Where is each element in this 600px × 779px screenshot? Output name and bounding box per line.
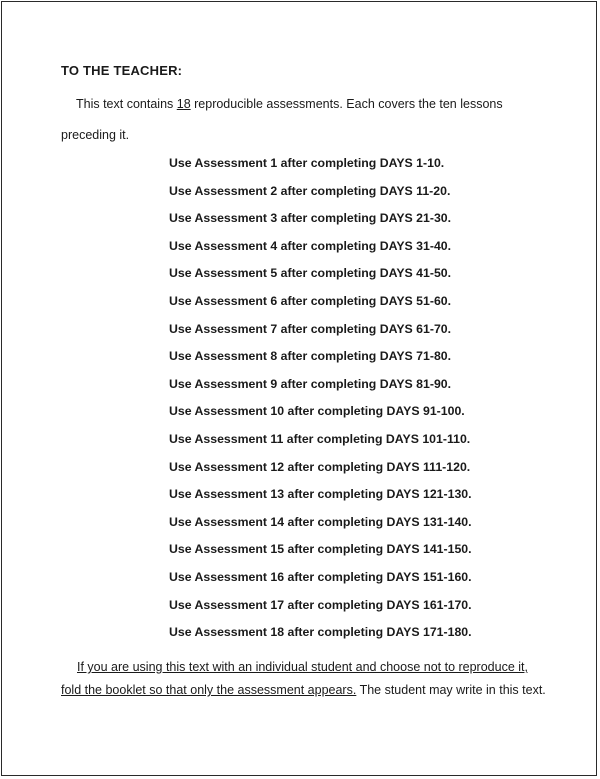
assessment-schedule-list	[169, 156, 472, 653]
assessment-item: Use Assessment 9 after completing DAYS 81-90.	[169, 376, 452, 391]
assessment-count: 18	[176, 97, 191, 111]
assessment-item: Use Assessment 4 after completing DAYS 31-40.	[169, 238, 452, 253]
note-line-2	[61, 683, 546, 697]
assessment-item: Use Assessment 7 after completing DAYS 61-70.	[169, 321, 452, 336]
document-page	[1, 1, 597, 776]
assessment-item: Use Assessment 16 after completing DAYS 151-160.	[169, 569, 472, 584]
assessment-item: Use Assessment 15 after completing DAYS 141-150.	[169, 542, 472, 557]
assessment-item: Use Assessment 8 after completing DAYS 71-80.	[169, 349, 452, 364]
assessment-item: Use Assessment 3 after completing DAYS 21-30.	[169, 211, 452, 226]
assessment-item: Use Assessment 11 after completing DAYS 101-110.	[169, 431, 471, 446]
note-line-1: If you are using this text with an individual student and choose not to reproduce it,	[77, 660, 528, 674]
assessment-item: Use Assessment 14 after completing DAYS 131-140.	[169, 514, 472, 529]
intro-text-end: reproducible assessments. Each covers the ten lessons	[190, 97, 503, 111]
assessment-item: Use Assessment 18 after completing DAYS 171-180.	[169, 625, 472, 640]
assessment-item: Use Assessment 6 after completing DAYS 51-60.	[169, 293, 452, 308]
assessment-item: Use Assessment 10 after completing DAYS 91-100.	[169, 404, 465, 419]
assessment-item: Use Assessment 13 after completing DAYS 121-130.	[169, 487, 472, 502]
note-fold-instruction: fold the booklet so that only the assessment appears.	[61, 683, 357, 697]
intro-text-start: This text contains	[76, 97, 177, 111]
assessment-item: Use Assessment 17 after completing DAYS 161-170.	[169, 597, 472, 612]
intro-line-1	[76, 97, 503, 111]
heading: TO THE TEACHER:	[61, 63, 183, 78]
assessment-item: Use Assessment 5 after completing DAYS 41-50.	[169, 266, 452, 281]
note-write-text: The student may write in this text.	[356, 683, 546, 697]
assessment-item: Use Assessment 2 after completing DAYS 11-20.	[169, 183, 451, 198]
assessment-item: Use Assessment 1 after completing DAYS 1-10.	[169, 156, 445, 170]
assessment-item: Use Assessment 12 after completing DAYS 111-120.	[169, 459, 471, 474]
intro-line-2: preceding it.	[61, 128, 130, 142]
